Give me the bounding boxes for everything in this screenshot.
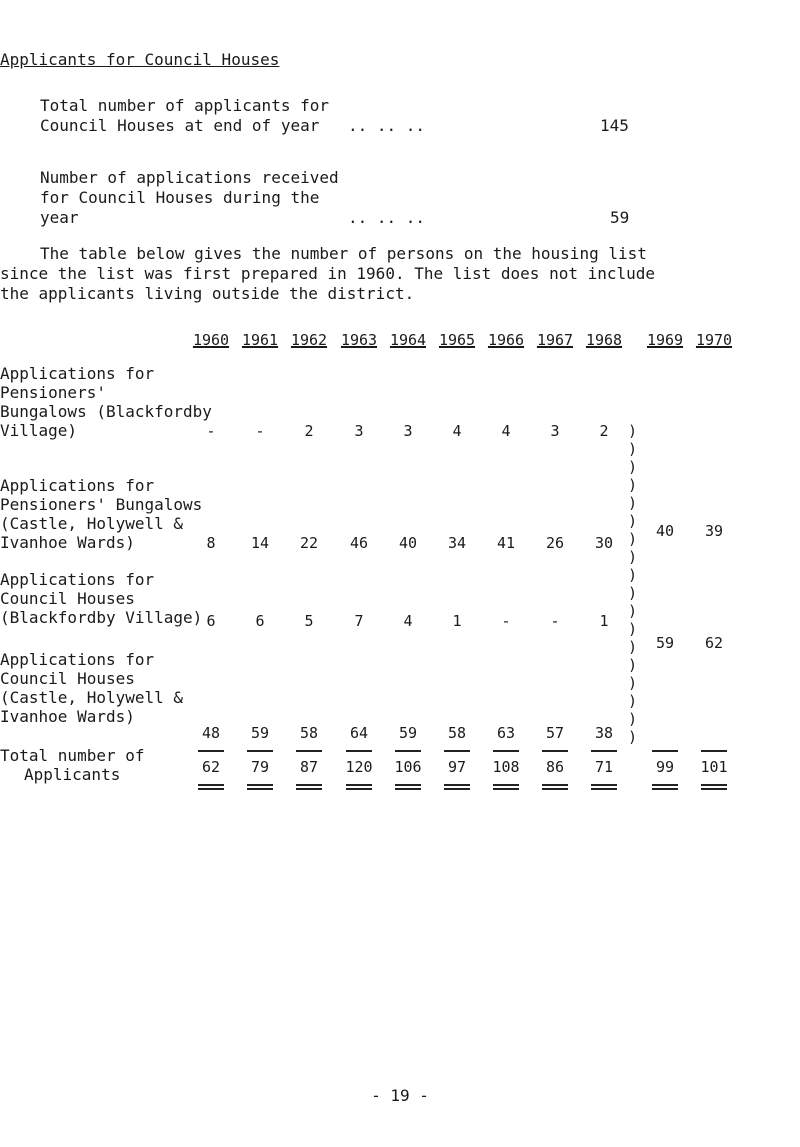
table-cell: 38	[594, 724, 614, 742]
year-header: 1962	[290, 331, 328, 349]
year-header: 1963	[340, 331, 378, 349]
total-label-line-1: Total number of	[0, 746, 145, 765]
total-rule	[247, 750, 273, 752]
table-cell: 59	[250, 724, 270, 742]
table-cell: 5	[304, 612, 314, 630]
total-rule	[652, 788, 678, 790]
page-number: - 19 -	[371, 1086, 429, 1105]
bracket-glyph: )	[628, 620, 638, 638]
total-rule	[652, 784, 678, 786]
table-cell: 3	[354, 422, 364, 440]
total-cell: 87	[299, 758, 319, 776]
intro-paragraph-line-3: the applicants living outside the district.	[0, 284, 415, 303]
total-rule	[542, 788, 568, 790]
year-header: 1968	[585, 331, 623, 349]
year-header: 1964	[389, 331, 427, 349]
total-rule	[346, 788, 372, 790]
table-cell: 59	[398, 724, 418, 742]
table-cell: -	[501, 612, 511, 630]
year-header: 1960	[192, 331, 230, 349]
total-cell: 62	[201, 758, 221, 776]
bracket-glyph: )	[628, 458, 638, 476]
bracket-glyph: )	[628, 584, 638, 602]
table-cell: 1	[599, 612, 609, 630]
table-cell: -	[550, 612, 560, 630]
bracket-glyph: )	[628, 548, 638, 566]
table-cell: 1	[452, 612, 462, 630]
combined-houses-1970: 62	[704, 634, 724, 652]
total-rule	[395, 784, 421, 786]
intro-paragraph-line-2: since the list was first prepared in 1960. The list does not include	[0, 264, 656, 283]
table-cell: 8	[206, 534, 216, 552]
total-rule	[652, 750, 678, 752]
total-rule	[542, 750, 568, 752]
total-cell: 99	[655, 758, 675, 776]
bracket-glyph: )	[628, 692, 638, 710]
intro-paragraph	[0, 244, 655, 304]
table-cell: 58	[447, 724, 467, 742]
row-label-line: Ivanhoe Wards)	[0, 533, 135, 552]
total-rule	[296, 788, 322, 790]
total-rule	[395, 750, 421, 752]
table-cell: 2	[304, 422, 314, 440]
row-label-line: Pensioners' Bungalows	[0, 495, 203, 514]
table-cell: 4	[403, 612, 413, 630]
year-header: 1967	[536, 331, 574, 349]
stat-applications-label-line-2: for Council Houses during the	[40, 188, 320, 207]
table-cell: 7	[354, 612, 364, 630]
table-cell: 4	[501, 422, 511, 440]
total-rule	[296, 750, 322, 752]
total-rule	[395, 788, 421, 790]
row-label-line: (Castle, Holywell &	[0, 514, 184, 533]
intro-paragraph-line-1: The table below gives the number of persons on the housing list	[40, 244, 647, 263]
row-label-line: Applications for	[0, 570, 155, 589]
row-label-bungalows-castle	[0, 476, 202, 552]
table-cell: 63	[496, 724, 516, 742]
total-label-line-2: Applicants	[24, 765, 121, 784]
row-label-bungalows-blackfordby	[0, 364, 212, 440]
table-cell: 40	[398, 534, 418, 552]
row-label-total	[0, 746, 145, 784]
table-cell: 58	[299, 724, 319, 742]
total-cell: 106	[394, 758, 422, 776]
stat-applications-label-line-1: Number of applications received	[40, 168, 339, 187]
row-label-line: (Castle, Holywell &	[0, 688, 184, 707]
total-rule	[493, 750, 519, 752]
total-rule	[701, 788, 727, 790]
year-header: 1970	[695, 331, 733, 349]
total-rule	[542, 784, 568, 786]
bracket-glyph: )	[628, 656, 638, 674]
bracket-glyph: )	[628, 440, 638, 458]
bracket-glyph: )	[628, 638, 638, 656]
total-cell: 108	[492, 758, 520, 776]
bracket-glyph: )	[628, 710, 638, 728]
table-cell: -	[206, 422, 216, 440]
page-heading: Applicants for Council Houses	[0, 50, 280, 69]
table-cell: 4	[452, 422, 462, 440]
bracket-glyph: )	[628, 602, 638, 620]
row-label-line: Ivanhoe Wards)	[0, 707, 135, 726]
stat-applications-value: 59	[610, 208, 630, 227]
row-label-line: Council Houses	[0, 589, 135, 608]
bracket-glyph: )	[628, 476, 638, 494]
row-label-line: Village)	[0, 421, 78, 440]
bracket-glyph: )	[628, 494, 638, 512]
total-rule	[346, 750, 372, 752]
stat-applicants-label-line-1: Total number of applicants for	[40, 96, 329, 115]
table-cell: 6	[255, 612, 265, 630]
total-rule	[591, 750, 617, 752]
table-cell: 3	[403, 422, 413, 440]
table-cell: 22	[299, 534, 319, 552]
bracket-glyph: )	[628, 512, 638, 530]
bracket-glyph: )	[628, 566, 638, 584]
row-label-line: Applications for	[0, 364, 155, 383]
combined-houses-1969: 59	[655, 634, 675, 652]
total-cell: 79	[250, 758, 270, 776]
row-label-line: Council Houses	[0, 669, 135, 688]
total-cell: 101	[700, 758, 728, 776]
total-rule	[296, 784, 322, 786]
stat-applicants-value: 145	[600, 116, 629, 135]
total-rule	[247, 788, 273, 790]
row-label-line: Applications for	[0, 476, 155, 495]
stat-applications-label	[40, 168, 339, 228]
year-header: 1966	[487, 331, 525, 349]
combined-bungalows-1969: 40	[655, 522, 675, 540]
stat-applicants-label-line-2: Council Houses at end of year	[40, 116, 320, 135]
row-label-line: Applications for	[0, 650, 155, 669]
row-label-houses-blackfordby	[0, 570, 202, 627]
total-rule	[591, 788, 617, 790]
combined-bungalows-1970: 39	[704, 522, 724, 540]
bracket-glyph: )	[628, 530, 638, 548]
total-rule	[198, 784, 224, 786]
total-rule	[701, 750, 727, 752]
total-rule	[444, 750, 470, 752]
stat-applications-dots: .. .. ..	[348, 208, 426, 227]
total-rule	[444, 784, 470, 786]
table-cell: 6	[206, 612, 216, 630]
table-cell: 2	[599, 422, 609, 440]
total-rule	[493, 784, 519, 786]
table-cell: 26	[545, 534, 565, 552]
stat-applications-label-line-3: year	[40, 208, 79, 227]
total-rule	[701, 784, 727, 786]
table-cell: 30	[594, 534, 614, 552]
table-cell: 41	[496, 534, 516, 552]
table-cell: 57	[545, 724, 565, 742]
total-cell: 97	[447, 758, 467, 776]
row-label-line: (Blackfordby Village)	[0, 608, 203, 627]
year-header: 1965	[438, 331, 476, 349]
year-header: 1961	[241, 331, 279, 349]
bracket-glyph: )	[628, 728, 638, 746]
table-cell: 14	[250, 534, 270, 552]
total-rule	[247, 784, 273, 786]
total-rule	[591, 784, 617, 786]
total-rule	[493, 788, 519, 790]
table-cell: -	[255, 422, 265, 440]
total-rule	[346, 784, 372, 786]
row-label-line: Bungalows (Blackfordby	[0, 402, 212, 421]
table-cell: 64	[349, 724, 369, 742]
table-cell: 34	[447, 534, 467, 552]
table-cell: 46	[349, 534, 369, 552]
total-rule	[198, 788, 224, 790]
bracket-glyph: )	[628, 674, 638, 692]
total-cell: 120	[345, 758, 373, 776]
total-cell: 86	[545, 758, 565, 776]
total-rule	[198, 750, 224, 752]
table-cell: 3	[550, 422, 560, 440]
bracket-glyph: )	[628, 422, 638, 440]
row-label-line: Pensioners'	[0, 383, 106, 402]
stat-applicants-dots: .. .. ..	[348, 116, 426, 135]
total-cell: 71	[594, 758, 614, 776]
row-label-houses-castle	[0, 650, 183, 726]
total-rule	[444, 788, 470, 790]
year-header: 1969	[646, 331, 684, 349]
table-cell: 48	[201, 724, 221, 742]
stat-applicants-label	[40, 96, 329, 136]
